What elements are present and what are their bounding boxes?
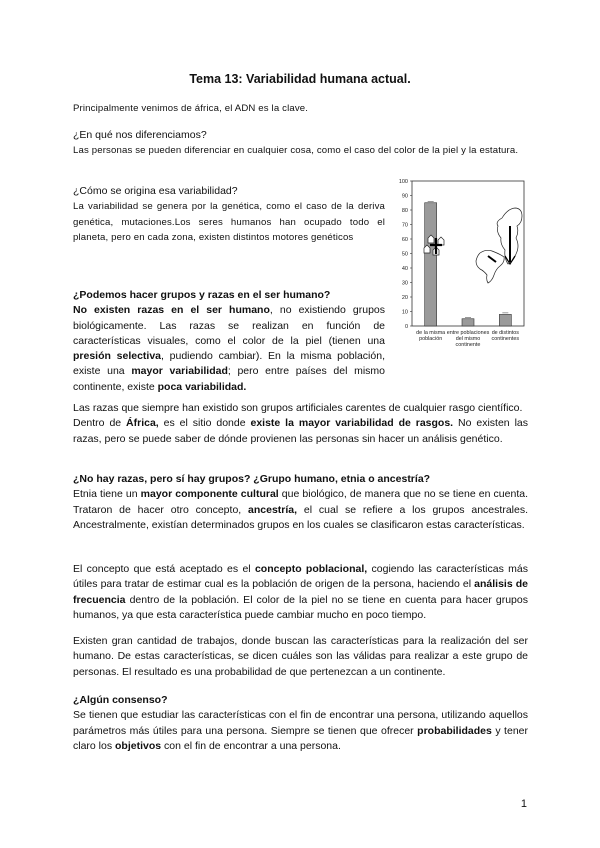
section-heading: ¿En qué nos diferenciamos? [73,129,207,141]
bold-phrase: probabilidades [417,724,492,737]
text-run: dentro de la población. El color de la piel no se tiene en cuenta para hacer grupos humanos, ya que esta característica puede cambiar mucho en poco tiempo. [73,593,528,621]
section-origin [73,184,385,245]
section-heading: ¿Podemos hacer grupos y razas en el ser humano? [73,289,331,301]
bar [462,319,474,326]
text-run: Dentro de [73,417,127,430]
paragraph-population-concept [73,562,528,623]
y-tick-label: 60 [401,237,408,243]
paragraph-races-artificial [73,401,528,447]
section-groups [73,472,528,533]
y-tick-label: 30 [401,280,408,287]
y-tick-label: 40 [401,266,408,272]
bold-phrase: No existen razas en el ser humano [73,304,270,317]
y-tick-label: 50 [401,251,408,258]
page-number: 1 [520,798,527,810]
paragraph: Las razas que siempre han existido son grupos artificiales carentes de cualquier rasgo científico. [73,402,523,414]
bold-phrase: mayor variabilidad [131,365,228,378]
text-run: con el fin de encontrar a una persona. [161,739,341,752]
section-text [73,487,528,533]
text-run: , pudiendo cambiar). En la misma población, existe una [73,350,385,378]
section-heading: ¿Cómo se origina esa variabilidad? [73,185,238,197]
text-run: El concepto que está aceptado es el [73,563,255,575]
bold-phrase: existe la mayor variabilidad de rasgos. [250,417,454,430]
text-run: ; pero entre países del mismo continente, existe [73,365,385,393]
y-tick-label: 10 [401,309,408,316]
y-tick-label: 80 [401,208,408,214]
text-run: que biológico, de manera que no se tiene en cuenta. Trataron de hacer otro concepto, [73,488,528,516]
section-differences [73,128,528,159]
x-tick-label: entre poblaciones del mismo continente [446,330,490,348]
section-heading: ¿No hay razas, pero sí hay grupos? ¿Grupo humano, etnia o ancestría? [73,473,431,485]
section-text [73,303,385,395]
text-run: Se tienen que estudiar las características con el fin de encontrar una persona, utilizando aquellos parámetros más útiles para una persona. Siempre se tienen que ofrecer [73,709,528,737]
text-run: es el sitio donde [158,417,251,430]
text-run: No existen las razas, pero se puede saber de dónde provienen las personas sin hacer un análisis genético. [73,417,528,445]
bold-phrase: análisis de frecuencia [73,578,528,606]
x-tick-label: de la misma población [416,330,446,342]
bold-phrase: presión selectiva [73,350,162,363]
x-tick-label: de distintos continentes [491,330,520,342]
y-tick-label: 20 [401,295,408,301]
y-tick-label: 0 [404,324,408,330]
bar [499,314,511,326]
text-run: , no existiendo grupos biológicamente. Las razas se realizan en función de características visuales, como el color de la piel (tienen una [73,304,385,347]
text-run: y tener claro los [73,724,528,752]
bold-phrase: concepto poblacional, [254,563,368,575]
section-heading: ¿Algún consenso? [73,694,168,706]
text-run: Etnia tiene un [73,488,141,501]
variability-figure [394,178,534,348]
paragraph [73,416,528,447]
section-consensus [73,693,528,754]
bar [425,203,437,326]
page-title: Tema 13: Variabilidad humana actual. [189,72,411,86]
bold-phrase: África, [126,417,159,430]
section-races [73,288,385,395]
section-text: La variabilidad se genera por la genética, como el caso de la deriva genética, mutaciones.Los seres humanos han ocupado todo el planeta, pero en cada zona, existen distintos motores genéticos [73,201,385,243]
bold-phrase: poca variabilidad. [157,380,247,393]
y-axis-ticks [399,179,412,330]
bold-phrase: objetivos [115,739,162,752]
text-run: el cual se refiere a los grupos ancestrales. Ancestralmente, existían determinados grupos en los cuales se clasificaron estas características. [73,503,528,531]
y-tick-label: 90 [401,193,408,200]
y-tick-label: 100 [398,179,408,185]
bold-phrase: ancestría, [248,503,298,516]
x-axis-labels [416,330,519,348]
y-tick-label: 70 [401,222,408,229]
bold-phrase: mayor componente cultural [140,488,279,501]
paragraph-studies: Existen gran cantidad de trabajos, donde buscan las características para la realización del ser humano. De estas características, se dicen cuáles son las válidas para realizar a este grupo de personas. El resultado es una probabilidad de que pertenezcan a un continente. [73,635,528,678]
intro-line: Principalmente venimos de áfrica, el ADN es la clave. [73,103,309,114]
section-text: Las personas se pueden diferenciar en cualquier cosa, como el caso del color de la piel y la estatura. [73,145,519,157]
text-run: cogiendo las características más útiles para tratar de estimar cual es la población de origen de la persona, haciendo el [73,563,528,591]
section-text [73,708,528,754]
